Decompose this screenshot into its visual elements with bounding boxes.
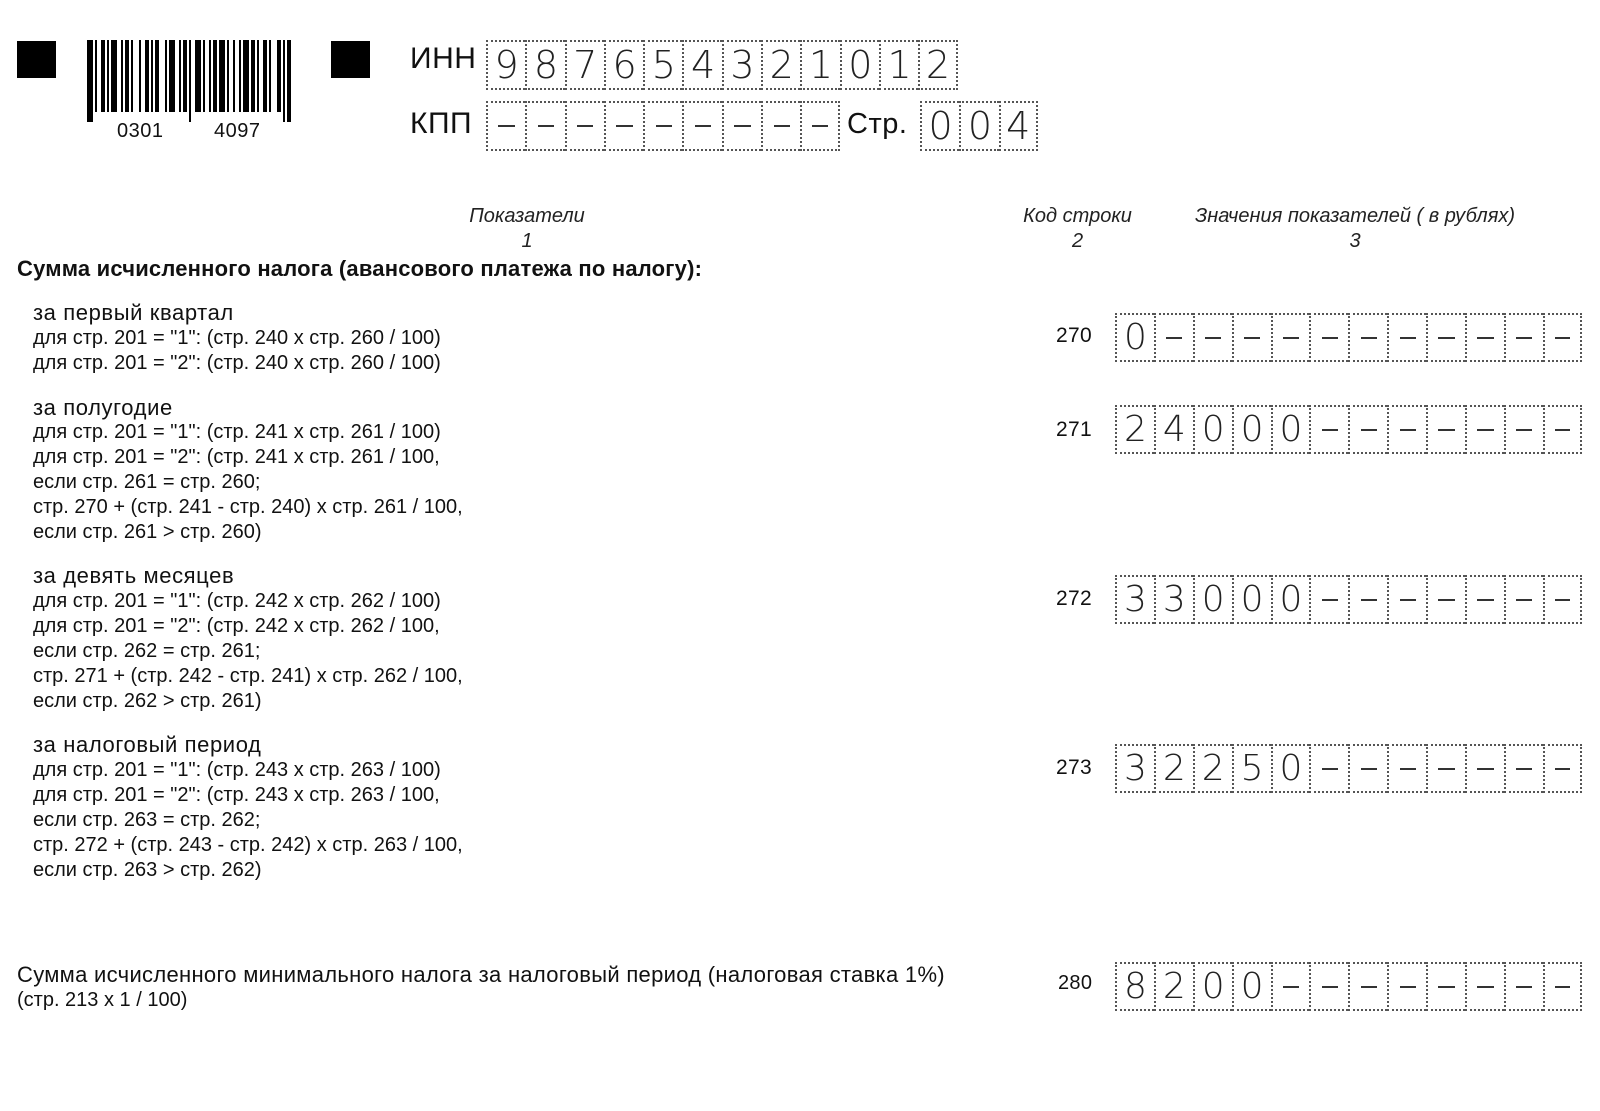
barcode-bar	[111, 40, 117, 112]
barcode-bar	[139, 40, 141, 112]
barcode-bar	[209, 40, 211, 112]
column-header-indicators-title: Показатели	[469, 205, 585, 227]
digit-cell[interactable]: 9	[486, 40, 525, 90]
column-header-line-code	[1010, 204, 1145, 254]
barcode-bar	[287, 40, 291, 122]
min-tax-formula: (стр. 213 x 1 / 100)	[17, 989, 188, 1011]
empty-digit-cell[interactable]	[1504, 744, 1543, 793]
digit-cell[interactable]: 0	[959, 101, 998, 151]
barcode-bar	[151, 40, 153, 112]
empty-digit-cell[interactable]	[1543, 744, 1582, 793]
empty-digit-cell[interactable]	[1232, 313, 1271, 362]
empty-digit-cell[interactable]	[1465, 962, 1504, 1011]
digit-cell[interactable]: 0	[1271, 575, 1310, 624]
empty-digit-cell[interactable]	[1426, 313, 1465, 362]
page-number-field[interactable]	[920, 101, 1038, 151]
empty-digit-cell[interactable]	[1426, 575, 1465, 624]
inn-label: ИНН	[410, 42, 477, 75]
row-272-value-field[interactable]	[1115, 575, 1582, 624]
barcode-bar	[183, 40, 187, 112]
empty-digit-cell[interactable]	[1504, 313, 1543, 362]
digit-cell[interactable]: 0	[1232, 405, 1271, 454]
empty-digit-cell[interactable]	[1309, 575, 1348, 624]
row-280-value-field[interactable]	[1115, 962, 1582, 1011]
empty-digit-cell[interactable]	[1309, 405, 1348, 454]
empty-digit-cell[interactable]	[1387, 405, 1426, 454]
barcode-bar	[213, 40, 217, 112]
digit-cell[interactable]: 1	[800, 40, 839, 90]
barcode-bar	[95, 40, 97, 112]
formula-line: если стр. 261 = стр. 260;	[33, 471, 261, 493]
empty-digit-cell[interactable]	[1348, 575, 1387, 624]
row-271-value-field[interactable]	[1115, 405, 1582, 454]
formula-line: стр. 272 + (стр. 243 - стр. 242) x стр. 263 / 100,	[33, 834, 463, 856]
empty-digit-cell[interactable]	[1504, 575, 1543, 624]
barcode-bar	[131, 40, 133, 112]
empty-digit-cell[interactable]	[1543, 313, 1582, 362]
empty-digit-cell[interactable]	[1543, 575, 1582, 624]
row-280-code: 280	[1058, 972, 1093, 994]
barcode-left-number: 0301	[117, 120, 164, 142]
row-270-formula	[33, 326, 441, 376]
empty-digit-cell[interactable]	[1348, 744, 1387, 793]
row-272-formula	[33, 589, 463, 714]
row-270-title: за первый квартал	[33, 300, 234, 325]
column-header-line-code-number: 2	[1071, 230, 1084, 252]
empty-digit-cell[interactable]	[1543, 962, 1582, 1011]
barcode-bar	[203, 40, 205, 112]
alignment-marker-left	[17, 41, 56, 78]
barcode-bar	[189, 40, 191, 122]
digit-cell[interactable]: 0	[1193, 962, 1232, 1011]
digit-cell[interactable]: 0	[1232, 962, 1271, 1011]
row-273-title: за налоговый период	[33, 732, 262, 757]
formula-line: для стр. 201 = "1": (стр. 243 x стр. 263 / 100)	[33, 759, 441, 781]
barcode-bar	[263, 40, 267, 112]
empty-digit-cell[interactable]	[1504, 405, 1543, 454]
empty-digit-cell[interactable]	[1465, 313, 1504, 362]
empty-digit-cell[interactable]	[1271, 962, 1310, 1011]
empty-digit-cell[interactable]	[1426, 962, 1465, 1011]
empty-digit-cell[interactable]	[722, 101, 761, 151]
column-header-line-code-title: Код строки	[1023, 205, 1132, 227]
empty-digit-cell[interactable]	[800, 101, 839, 151]
digit-cell[interactable]: 0	[1193, 575, 1232, 624]
empty-digit-cell[interactable]	[525, 101, 564, 151]
formula-line: для стр. 201 = "2": (стр. 241 x стр. 261 / 100,	[33, 446, 440, 468]
row-271-formula	[33, 420, 463, 545]
section-title: Сумма исчисленного налога (авансового платежа по налогу):	[17, 256, 703, 281]
row-270-value-field[interactable]	[1115, 313, 1582, 362]
digit-cell[interactable]: 4	[1154, 405, 1193, 454]
barcode	[87, 40, 297, 122]
empty-digit-cell[interactable]	[486, 101, 525, 151]
digit-cell[interactable]: 0	[1193, 405, 1232, 454]
min-tax-title: Сумма исчисленного минимального налога за налоговый период (налоговая ставка 1%)	[17, 962, 945, 987]
digit-cell[interactable]: 1	[879, 40, 918, 90]
digit-cell[interactable]: 8	[1115, 962, 1154, 1011]
barcode-bar	[251, 40, 255, 112]
column-header-indicators	[427, 204, 627, 254]
empty-digit-cell[interactable]	[1387, 575, 1426, 624]
formula-line: если стр. 262 > стр. 261)	[33, 690, 262, 712]
empty-digit-cell[interactable]	[1309, 744, 1348, 793]
barcode-bar	[101, 40, 105, 112]
formula-line: если стр. 261 > стр. 260)	[33, 521, 262, 543]
empty-digit-cell[interactable]	[565, 101, 604, 151]
empty-digit-cell[interactable]	[1309, 962, 1348, 1011]
barcode-right-number: 4097	[214, 120, 261, 142]
barcode-bar	[155, 40, 159, 112]
barcode-bar	[239, 40, 241, 112]
formula-line: если стр. 262 = стр. 261;	[33, 640, 261, 662]
column-header-indicators-number: 1	[521, 230, 533, 252]
column-header-values-number: 3	[1349, 230, 1361, 252]
barcode-bar	[195, 40, 201, 112]
empty-digit-cell[interactable]	[761, 101, 800, 151]
barcode-bar	[219, 40, 225, 112]
digit-cell[interactable]: 2	[1115, 405, 1154, 454]
digit-cell[interactable]: 2	[761, 40, 800, 90]
formula-line: для стр. 201 = "1": (стр. 240 x стр. 260 / 100)	[33, 327, 441, 349]
empty-digit-cell[interactable]	[1543, 405, 1582, 454]
kpp-label: КПП	[410, 107, 473, 140]
empty-digit-cell[interactable]	[682, 101, 721, 151]
formula-line: стр. 270 + (стр. 241 - стр. 240) x стр. 261 / 100,	[33, 496, 463, 518]
formula-line: если стр. 263 > стр. 262)	[33, 859, 262, 881]
barcode-bar	[269, 40, 271, 112]
empty-digit-cell[interactable]	[1348, 313, 1387, 362]
formula-line: для стр. 201 = "1": (стр. 242 x стр. 262 / 100)	[33, 590, 441, 612]
digit-cell[interactable]: 4	[999, 101, 1038, 151]
digit-cell[interactable]: 0	[1115, 313, 1154, 362]
empty-digit-cell[interactable]	[1309, 313, 1348, 362]
barcode-bar	[283, 40, 285, 122]
barcode-bar	[227, 40, 229, 112]
row-273-value-field[interactable]	[1115, 744, 1582, 793]
row-273-code: 273	[1056, 756, 1092, 779]
digit-cell[interactable]: 5	[643, 40, 682, 90]
empty-digit-cell[interactable]	[1426, 405, 1465, 454]
empty-digit-cell[interactable]	[604, 101, 643, 151]
barcode-bar	[257, 40, 259, 112]
empty-digit-cell[interactable]	[1387, 962, 1426, 1011]
digit-cell[interactable]: 2	[1154, 744, 1193, 793]
empty-digit-cell[interactable]	[643, 101, 682, 151]
barcode-bar	[145, 40, 149, 112]
barcode-bar	[87, 40, 93, 122]
digit-cell[interactable]: 2	[1193, 744, 1232, 793]
empty-digit-cell[interactable]	[1154, 313, 1193, 362]
empty-digit-cell[interactable]	[1271, 313, 1310, 362]
barcode-bar	[125, 40, 129, 112]
barcode-bar	[121, 40, 123, 112]
digit-cell[interactable]: 0	[1232, 575, 1271, 624]
digit-cell[interactable]: 5	[1232, 744, 1271, 793]
formula-line: для стр. 201 = "2": (стр. 240 x стр. 260 / 100)	[33, 352, 441, 374]
empty-digit-cell[interactable]	[1387, 313, 1426, 362]
row-270-code: 270	[1056, 324, 1092, 347]
digit-cell[interactable]: 3	[1115, 575, 1154, 624]
empty-digit-cell[interactable]	[1193, 313, 1232, 362]
row-271-title: за полугодие	[33, 395, 173, 420]
formula-line: стр. 271 + (стр. 242 - стр. 241) x стр. 262 / 100,	[33, 665, 463, 687]
formula-line: для стр. 201 = "2": (стр. 243 x стр. 263 / 100,	[33, 784, 440, 806]
empty-digit-cell[interactable]	[1348, 405, 1387, 454]
alignment-marker-right	[331, 41, 370, 78]
empty-digit-cell[interactable]	[1426, 744, 1465, 793]
empty-digit-cell[interactable]	[1465, 405, 1504, 454]
barcode-bar	[169, 40, 175, 112]
barcode-bar	[233, 40, 235, 112]
digit-cell[interactable]: 0	[920, 101, 959, 151]
empty-digit-cell[interactable]	[1504, 962, 1543, 1011]
empty-digit-cell[interactable]	[1465, 575, 1504, 624]
empty-digit-cell[interactable]	[1465, 744, 1504, 793]
barcode-bar	[179, 40, 181, 112]
digit-cell[interactable]: 0	[840, 40, 879, 90]
digit-cell[interactable]: 6	[604, 40, 643, 90]
row-272-title: за девять месяцев	[33, 563, 235, 588]
formula-line: если стр. 263 = стр. 262;	[33, 809, 261, 831]
row-271-code: 271	[1056, 418, 1092, 441]
row-272-code: 272	[1056, 587, 1092, 610]
page-label: Стр.	[847, 108, 908, 140]
digit-cell[interactable]: 3	[1115, 744, 1154, 793]
column-header-values	[1165, 204, 1545, 254]
digit-cell[interactable]: 2	[918, 40, 957, 90]
formula-line: для стр. 201 = "1": (стр. 241 x стр. 261 / 100)	[33, 421, 441, 443]
barcode-bar	[165, 40, 167, 112]
digit-cell[interactable]: 0	[1271, 405, 1310, 454]
barcode-bar	[107, 40, 109, 112]
digit-cell[interactable]: 3	[722, 40, 761, 90]
barcode-bar	[243, 40, 249, 112]
digit-cell[interactable]: 8	[525, 40, 564, 90]
kpp-field[interactable]	[486, 101, 840, 151]
column-header-values-title: Значения показателей ( в рублях)	[1194, 205, 1516, 227]
digit-cell[interactable]: 7	[565, 40, 604, 90]
digit-cell[interactable]: 3	[1154, 575, 1193, 624]
barcode-bar	[277, 40, 281, 112]
digit-cell[interactable]: 4	[682, 40, 721, 90]
formula-line: для стр. 201 = "2": (стр. 242 x стр. 262 / 100,	[33, 615, 440, 637]
empty-digit-cell[interactable]	[1348, 962, 1387, 1011]
digit-cell[interactable]: 0	[1271, 744, 1310, 793]
row-273-formula	[33, 758, 463, 883]
empty-digit-cell[interactable]	[1387, 744, 1426, 793]
digit-cell[interactable]: 2	[1154, 962, 1193, 1011]
inn-field[interactable]	[486, 40, 958, 90]
